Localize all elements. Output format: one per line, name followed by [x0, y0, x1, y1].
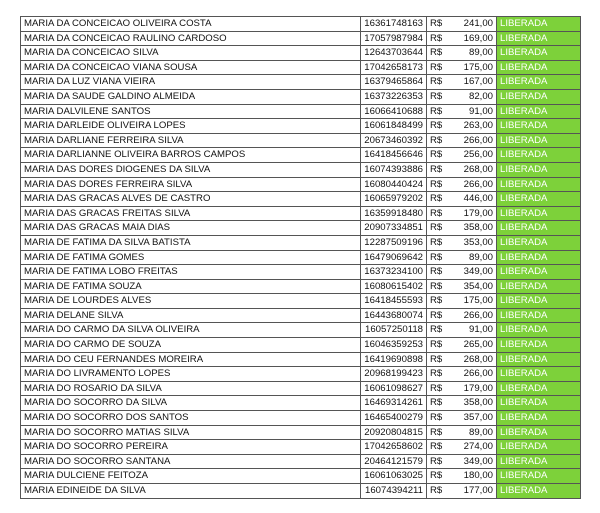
- status-cell: LIBERADA: [497, 221, 581, 236]
- beneficiary-id-cell: 16443680074: [361, 308, 427, 323]
- table-row: [21, 352, 581, 367]
- beneficiary-id-cell: 17042658602: [361, 440, 427, 455]
- table-row: [21, 454, 581, 469]
- beneficiary-id-cell: 16373234100: [361, 265, 427, 280]
- status-cell: LIBERADA: [497, 279, 581, 294]
- status-cell: LIBERADA: [497, 177, 581, 192]
- status-cell: LIBERADA: [497, 75, 581, 90]
- status-cell: LIBERADA: [497, 17, 581, 32]
- table-row: [21, 104, 581, 119]
- currency-symbol-cell: R$: [427, 308, 451, 323]
- amount-cell: 266,00: [451, 177, 497, 192]
- table-row: [21, 162, 581, 177]
- table-row: [21, 469, 581, 484]
- amount-cell: 91,00: [451, 323, 497, 338]
- table-row: [21, 46, 581, 61]
- beneficiary-name-cell: MARIA DO CARMO DA SILVA OLIVEIRA: [21, 323, 361, 338]
- beneficiary-name-cell: MARIA DARLIANE FERREIRA SILVA: [21, 133, 361, 148]
- amount-cell: 180,00: [451, 469, 497, 484]
- status-cell: LIBERADA: [497, 308, 581, 323]
- status-cell: LIBERADA: [497, 148, 581, 163]
- beneficiary-name-cell: MARIA DE FATIMA LOBO FREITAS: [21, 265, 361, 280]
- amount-cell: 349,00: [451, 454, 497, 469]
- beneficiary-name-cell: MARIA DA CONCEICAO RAULINO CARDOSO: [21, 31, 361, 46]
- currency-symbol-cell: R$: [427, 104, 451, 119]
- currency-symbol-cell: R$: [427, 119, 451, 134]
- beneficiary-id-cell: 20907334851: [361, 221, 427, 236]
- amount-cell: 256,00: [451, 148, 497, 163]
- currency-symbol-cell: R$: [427, 411, 451, 426]
- currency-symbol-cell: R$: [427, 265, 451, 280]
- status-cell: LIBERADA: [497, 294, 581, 309]
- beneficiary-name-cell: MARIA DE FATIMA GOMES: [21, 250, 361, 265]
- table-row: [21, 338, 581, 353]
- amount-cell: 349,00: [451, 265, 497, 280]
- currency-symbol-cell: R$: [427, 46, 451, 61]
- beneficiary-id-cell: 16061063025: [361, 469, 427, 484]
- beneficiary-name-cell: MARIA DAS DORES FERREIRA SILVA: [21, 177, 361, 192]
- amount-cell: 353,00: [451, 235, 497, 250]
- status-cell: LIBERADA: [497, 119, 581, 134]
- beneficiary-name-cell: MARIA DO SOCORRO DA SILVA: [21, 396, 361, 411]
- beneficiary-name-cell: MARIA DO LIVRAMENTO LOPES: [21, 367, 361, 382]
- currency-symbol-cell: R$: [427, 323, 451, 338]
- amount-cell: 358,00: [451, 396, 497, 411]
- status-cell: LIBERADA: [497, 411, 581, 426]
- table-row: [21, 367, 581, 382]
- beneficiary-name-cell: MARIA DO SOCORRO PEREIRA: [21, 440, 361, 455]
- status-cell: LIBERADA: [497, 323, 581, 338]
- amount-cell: 91,00: [451, 104, 497, 119]
- beneficiary-id-cell: 16057250118: [361, 323, 427, 338]
- currency-symbol-cell: R$: [427, 89, 451, 104]
- currency-symbol-cell: R$: [427, 192, 451, 207]
- table-row: [21, 396, 581, 411]
- table-row: [21, 265, 581, 280]
- table-row: [21, 250, 581, 265]
- beneficiary-id-cell: 16465400279: [361, 411, 427, 426]
- table-row: [21, 235, 581, 250]
- amount-cell: 357,00: [451, 411, 497, 426]
- beneficiary-id-cell: 17057987984: [361, 31, 427, 46]
- status-cell: LIBERADA: [497, 425, 581, 440]
- currency-symbol-cell: R$: [427, 250, 451, 265]
- beneficiary-name-cell: MARIA DO SOCORRO DOS SANTOS: [21, 411, 361, 426]
- status-cell: LIBERADA: [497, 46, 581, 61]
- beneficiary-id-cell: 12643703644: [361, 46, 427, 61]
- amount-cell: 446,00: [451, 192, 497, 207]
- beneficiary-name-cell: MARIA DO CARMO DE SOUZA: [21, 338, 361, 353]
- beneficiary-id-cell: 16080440424: [361, 177, 427, 192]
- currency-symbol-cell: R$: [427, 177, 451, 192]
- currency-symbol-cell: R$: [427, 60, 451, 75]
- beneficiary-id-cell: 16359918480: [361, 206, 427, 221]
- table-body: [21, 17, 581, 499]
- beneficiary-name-cell: MARIA DAS GRACAS ALVES DE CASTRO: [21, 192, 361, 207]
- beneficiary-name-cell: MARIA DO CEU FERNANDES MOREIRA: [21, 352, 361, 367]
- status-cell: LIBERADA: [497, 162, 581, 177]
- currency-symbol-cell: R$: [427, 484, 451, 499]
- status-cell: LIBERADA: [497, 469, 581, 484]
- currency-symbol-cell: R$: [427, 31, 451, 46]
- currency-symbol-cell: R$: [427, 381, 451, 396]
- beneficiary-name-cell: MARIA DAS DORES DIOGENES DA SILVA: [21, 162, 361, 177]
- amount-cell: 263,00: [451, 119, 497, 134]
- amount-cell: 241,00: [451, 17, 497, 32]
- status-cell: LIBERADA: [497, 454, 581, 469]
- beneficiary-id-cell: 12287509196: [361, 235, 427, 250]
- table-row: [21, 411, 581, 426]
- currency-symbol-cell: R$: [427, 338, 451, 353]
- currency-symbol-cell: R$: [427, 148, 451, 163]
- currency-symbol-cell: R$: [427, 206, 451, 221]
- status-cell: LIBERADA: [497, 440, 581, 455]
- beneficiary-id-cell: 20464121579: [361, 454, 427, 469]
- amount-cell: 268,00: [451, 352, 497, 367]
- beneficiary-name-cell: MARIA DA SAUDE GALDINO ALMEIDA: [21, 89, 361, 104]
- status-cell: LIBERADA: [497, 250, 581, 265]
- currency-symbol-cell: R$: [427, 396, 451, 411]
- amount-cell: 268,00: [451, 162, 497, 177]
- status-cell: LIBERADA: [497, 31, 581, 46]
- currency-symbol-cell: R$: [427, 235, 451, 250]
- table-row: [21, 133, 581, 148]
- beneficiary-name-cell: MARIA DO SOCORRO MATIAS SILVA: [21, 425, 361, 440]
- beneficiary-id-cell: 16418456646: [361, 148, 427, 163]
- table-row: [21, 381, 581, 396]
- beneficiary-id-cell: 16379465864: [361, 75, 427, 90]
- status-cell: LIBERADA: [497, 60, 581, 75]
- beneficiary-id-cell: 20968199423: [361, 367, 427, 382]
- status-cell: LIBERADA: [497, 206, 581, 221]
- amount-cell: 82,00: [451, 89, 497, 104]
- amount-cell: 175,00: [451, 60, 497, 75]
- amount-cell: 266,00: [451, 367, 497, 382]
- beneficiary-name-cell: MARIA DULCIENE FEITOZA: [21, 469, 361, 484]
- beneficiary-name-cell: MARIA DO ROSARIO DA SILVA: [21, 381, 361, 396]
- amount-cell: 177,00: [451, 484, 497, 499]
- table-row: [21, 308, 581, 323]
- currency-symbol-cell: R$: [427, 17, 451, 32]
- beneficiary-id-cell: 16074394211: [361, 484, 427, 499]
- amount-cell: 169,00: [451, 31, 497, 46]
- table-row: [21, 206, 581, 221]
- table-row: [21, 323, 581, 338]
- currency-symbol-cell: R$: [427, 162, 451, 177]
- beneficiary-name-cell: MARIA DA CONCEICAO SILVA: [21, 46, 361, 61]
- table-row: [21, 31, 581, 46]
- beneficiary-name-cell: MARIA DALVILENE SANTOS: [21, 104, 361, 119]
- amount-cell: 167,00: [451, 75, 497, 90]
- table-row: [21, 89, 581, 104]
- beneficiary-id-cell: 16373226353: [361, 89, 427, 104]
- table-row: [21, 75, 581, 90]
- table-row: [21, 119, 581, 134]
- table-row: [21, 148, 581, 163]
- status-cell: LIBERADA: [497, 192, 581, 207]
- beneficiary-id-cell: 16479069642: [361, 250, 427, 265]
- table-row: [21, 425, 581, 440]
- beneficiary-name-cell: MARIA DE FATIMA SOUZA: [21, 279, 361, 294]
- beneficiary-name-cell: MARIA DA CONCEICAO VIANA SOUSA: [21, 60, 361, 75]
- status-cell: LIBERADA: [497, 381, 581, 396]
- amount-cell: 274,00: [451, 440, 497, 455]
- currency-symbol-cell: R$: [427, 279, 451, 294]
- beneficiary-id-cell: 16418455593: [361, 294, 427, 309]
- currency-symbol-cell: R$: [427, 294, 451, 309]
- amount-cell: 179,00: [451, 381, 497, 396]
- status-cell: LIBERADA: [497, 235, 581, 250]
- table-row: [21, 294, 581, 309]
- table-row: [21, 279, 581, 294]
- beneficiary-name-cell: MARIA DELANE SILVA: [21, 308, 361, 323]
- amount-cell: 179,00: [451, 206, 497, 221]
- currency-symbol-cell: R$: [427, 440, 451, 455]
- amount-cell: 175,00: [451, 294, 497, 309]
- beneficiary-id-cell: 16066410688: [361, 104, 427, 119]
- beneficiary-id-cell: 16074393886: [361, 162, 427, 177]
- table-row: [21, 17, 581, 32]
- amount-cell: 89,00: [451, 46, 497, 61]
- beneficiary-name-cell: MARIA DE LOURDES ALVES: [21, 294, 361, 309]
- amount-cell: 265,00: [451, 338, 497, 353]
- amount-cell: 89,00: [451, 425, 497, 440]
- currency-symbol-cell: R$: [427, 221, 451, 236]
- beneficiary-name-cell: MARIA DA LUZ VIANA VIEIRA: [21, 75, 361, 90]
- currency-symbol-cell: R$: [427, 352, 451, 367]
- beneficiary-id-cell: 16061098627: [361, 381, 427, 396]
- table-row: [21, 484, 581, 499]
- beneficiary-id-cell: 16469314261: [361, 396, 427, 411]
- currency-symbol-cell: R$: [427, 75, 451, 90]
- amount-cell: 266,00: [451, 133, 497, 148]
- beneficiary-id-cell: 17042658173: [361, 60, 427, 75]
- beneficiary-id-cell: 20920804815: [361, 425, 427, 440]
- status-cell: LIBERADA: [497, 484, 581, 499]
- status-cell: LIBERADA: [497, 352, 581, 367]
- status-cell: LIBERADA: [497, 89, 581, 104]
- currency-symbol-cell: R$: [427, 425, 451, 440]
- table-row: [21, 192, 581, 207]
- beneficiary-id-cell: 16061848499: [361, 119, 427, 134]
- beneficiary-id-cell: 16046359253: [361, 338, 427, 353]
- beneficiary-id-cell: 16419690898: [361, 352, 427, 367]
- status-cell: LIBERADA: [497, 367, 581, 382]
- beneficiary-name-cell: MARIA DAS GRACAS MAIA DIAS: [21, 221, 361, 236]
- beneficiary-name-cell: MARIA DO SOCORRO SANTANA: [21, 454, 361, 469]
- status-cell: LIBERADA: [497, 338, 581, 353]
- status-cell: LIBERADA: [497, 265, 581, 280]
- beneficiary-table: [20, 16, 581, 499]
- status-cell: LIBERADA: [497, 104, 581, 119]
- status-cell: LIBERADA: [497, 133, 581, 148]
- beneficiary-name-cell: MARIA DA CONCEICAO OLIVEIRA COSTA: [21, 17, 361, 32]
- beneficiary-name-cell: MARIA DARLIANNE OLIVEIRA BARROS CAMPOS: [21, 148, 361, 163]
- status-cell: LIBERADA: [497, 396, 581, 411]
- beneficiary-id-cell: 16080615402: [361, 279, 427, 294]
- currency-symbol-cell: R$: [427, 133, 451, 148]
- amount-cell: 354,00: [451, 279, 497, 294]
- beneficiary-name-cell: MARIA DARLEIDE OLIVEIRA LOPES: [21, 119, 361, 134]
- beneficiary-name-cell: MARIA DAS GRACAS FREITAS SILVA: [21, 206, 361, 221]
- beneficiary-name-cell: MARIA DE FATIMA DA SILVA BATISTA: [21, 235, 361, 250]
- beneficiary-name-cell: MARIA EDINEIDE DA SILVA: [21, 484, 361, 499]
- table-row: [21, 440, 581, 455]
- table-row: [21, 221, 581, 236]
- currency-symbol-cell: R$: [427, 454, 451, 469]
- amount-cell: 358,00: [451, 221, 497, 236]
- currency-symbol-cell: R$: [427, 469, 451, 484]
- beneficiary-id-cell: 16361748163: [361, 17, 427, 32]
- beneficiary-id-cell: 16065979202: [361, 192, 427, 207]
- currency-symbol-cell: R$: [427, 367, 451, 382]
- beneficiary-id-cell: 20673460392: [361, 133, 427, 148]
- amount-cell: 89,00: [451, 250, 497, 265]
- amount-cell: 266,00: [451, 308, 497, 323]
- table-row: [21, 60, 581, 75]
- table-row: [21, 177, 581, 192]
